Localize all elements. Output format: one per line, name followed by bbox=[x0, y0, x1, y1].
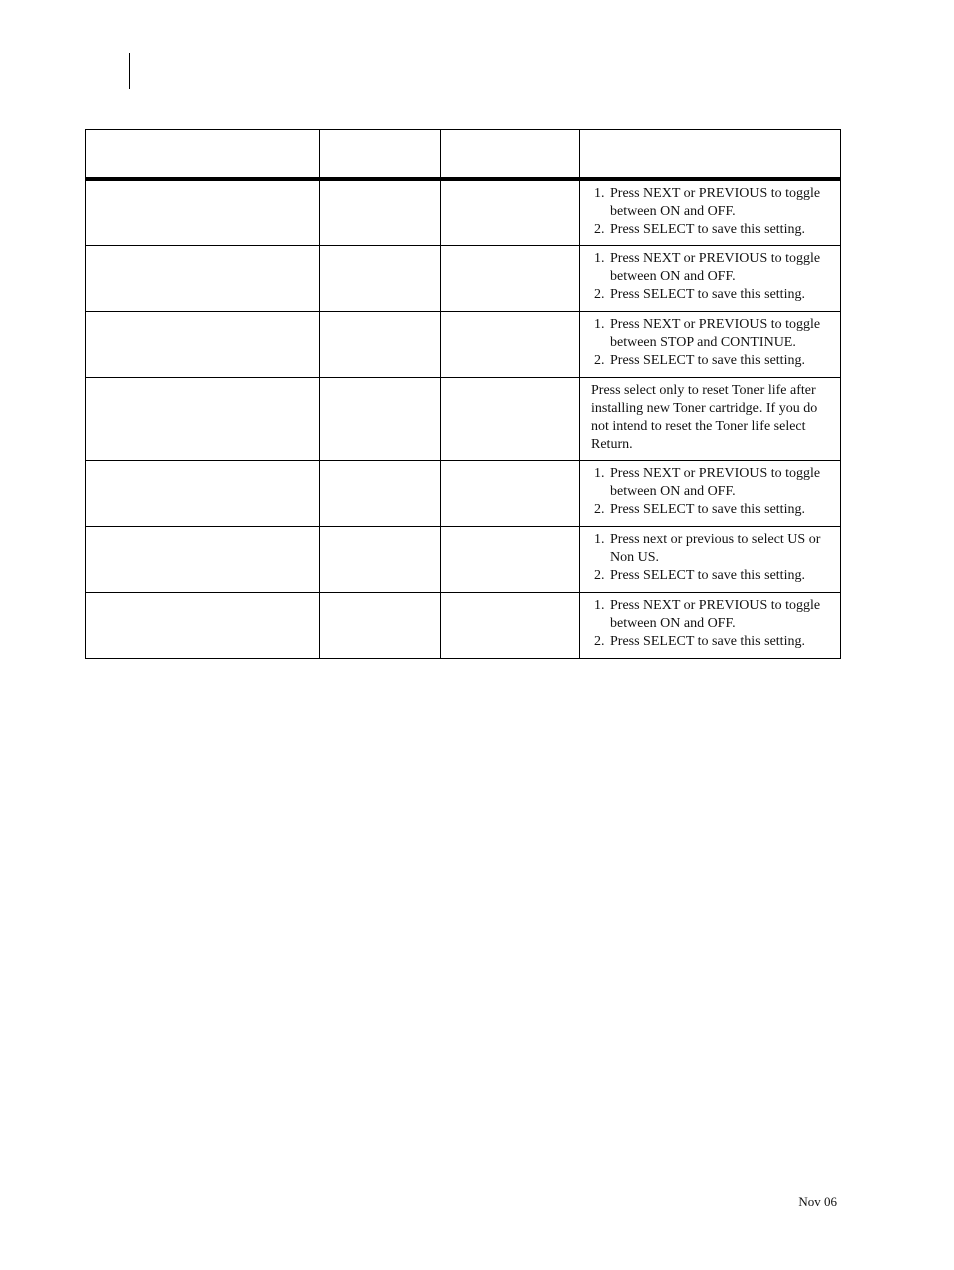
instruction-step: 2. Press SELECT to save this setting. bbox=[608, 352, 832, 370]
instruction-step: 1. Press next or previous to select US or Non US. bbox=[608, 531, 832, 567]
default-cell bbox=[441, 460, 580, 526]
default-cell bbox=[441, 592, 580, 658]
header-cell-3 bbox=[441, 130, 580, 180]
value-cell bbox=[320, 460, 441, 526]
table-row bbox=[86, 179, 841, 245]
header-cell-1 bbox=[86, 130, 320, 180]
value-cell bbox=[320, 526, 441, 592]
setting-cell bbox=[86, 460, 320, 526]
value-cell bbox=[320, 245, 441, 311]
value-cell bbox=[320, 179, 441, 245]
instruction-step: 1. Press NEXT or PREVIOUS to toggle between ON and OFF. bbox=[608, 250, 832, 286]
setting-cell bbox=[86, 311, 320, 377]
instruction-step: 2. Press SELECT to save this setting. bbox=[608, 567, 832, 585]
instruction-step: 1. Press NEXT or PREVIOUS to toggle between STOP and CONTINUE. bbox=[608, 316, 832, 352]
table-row bbox=[86, 526, 841, 592]
setting-cell bbox=[86, 179, 320, 245]
value-cell bbox=[320, 311, 441, 377]
header-cell-4 bbox=[580, 130, 841, 180]
instructions-cell bbox=[580, 526, 841, 592]
instruction-step: 2. Press SELECT to save this setting. bbox=[608, 501, 832, 519]
default-cell bbox=[441, 179, 580, 245]
instruction-step: 1. Press NEXT or PREVIOUS to toggle between ON and OFF. bbox=[608, 597, 832, 633]
instructions-cell bbox=[580, 592, 841, 658]
instruction-step: 2. Press SELECT to save this setting. bbox=[608, 221, 832, 239]
table-row bbox=[86, 311, 841, 377]
instruction-step: 2. Press SELECT to save this setting. bbox=[608, 633, 832, 651]
instructions-cell bbox=[580, 377, 841, 460]
header-cell-2 bbox=[320, 130, 441, 180]
instructions-cell bbox=[580, 311, 841, 377]
setting-cell bbox=[86, 245, 320, 311]
instruction-step: 2. Press SELECT to save this setting. bbox=[608, 286, 832, 304]
footer-date: Nov 06 bbox=[798, 1194, 837, 1209]
setting-cell bbox=[86, 526, 320, 592]
setting-cell bbox=[86, 592, 320, 658]
setting-cell bbox=[86, 377, 320, 460]
header-rule bbox=[129, 53, 130, 89]
instruction-step: 1. Press NEXT or PREVIOUS to toggle between ON and OFF. bbox=[608, 185, 832, 221]
default-cell bbox=[441, 245, 580, 311]
instructions-cell bbox=[580, 245, 841, 311]
table-row bbox=[86, 592, 841, 658]
table-header-row bbox=[86, 130, 841, 180]
settings-table bbox=[85, 129, 841, 659]
instructions-cell bbox=[580, 460, 841, 526]
value-cell bbox=[320, 377, 441, 460]
instruction-text: Press select only to reset Toner life after installing new Toner cartridge. If you do not intend to reset the Toner life select Return. bbox=[591, 382, 818, 452]
table-row bbox=[86, 460, 841, 526]
table-row bbox=[86, 377, 841, 460]
table-row bbox=[86, 245, 841, 311]
default-cell bbox=[441, 377, 580, 460]
default-cell bbox=[441, 311, 580, 377]
value-cell bbox=[320, 592, 441, 658]
default-cell bbox=[441, 526, 580, 592]
instructions-cell bbox=[580, 179, 841, 245]
instruction-step: 1. Press NEXT or PREVIOUS to toggle between ON and OFF. bbox=[608, 465, 832, 501]
